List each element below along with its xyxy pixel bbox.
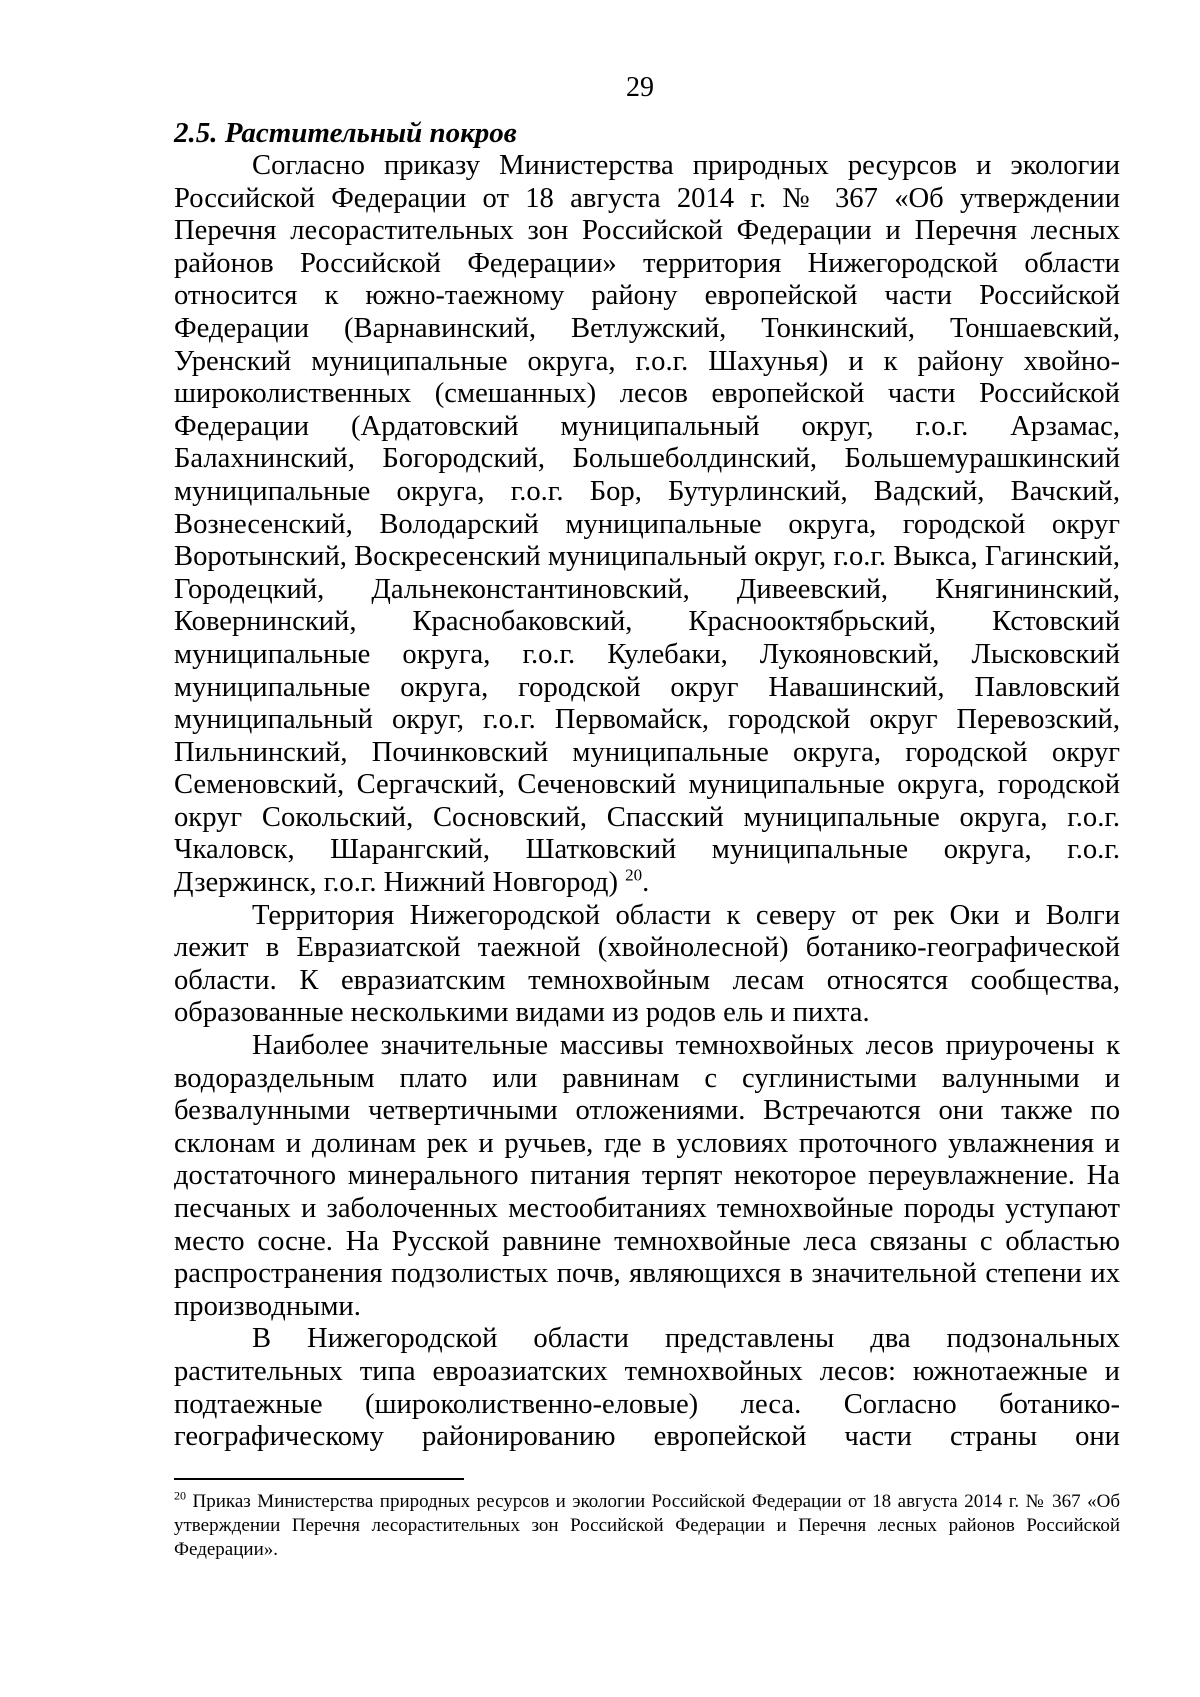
footnote-text: Приказ Министерства природных ресурсов и экологии Российской Федерации от 18 августа 2014 г. № 367 «Об утверждении Перечня лесорастительных зон Российской Федерации и Перечня лесных районов Российской Федерации».	[174, 1491, 1120, 1560]
footnote	[174, 1490, 1120, 1562]
paragraph-1	[174, 150, 1120, 900]
section-heading: 2.5. Растительный покров	[174, 117, 517, 149]
footnote-reference[interactable]: 20	[625, 865, 643, 885]
paragraph-1-end: .	[642, 867, 650, 899]
paragraph-3: Наиболее значительные массивы темнохвойных лесов приурочены к водораздельным плато или равнинам с суглинистыми валунными и безвалунными четвертичными отложениями. Встречаются они также по склонам и долинам рек и ручьев, где в условиях проточного увлажнения и достаточного минерального питания терпят некоторое переувлажнение. На песчаных и заболоченных местообитаниях темнохвойные породы уступают место сосне. На Русской равнине темнохвойные леса связаны с областью распространения подзолистых почв, являющихся в значительной степени их производными.	[174, 1030, 1120, 1322]
paragraph-4: В Нижегородской области представлены два подзональных растительных типа евроазиатских темнохвойных лесов: южнотаежные и подтаежные (широколиственно-еловые) леса. Согласно ботанико-географическому районированию европейской части страны они	[174, 1323, 1120, 1453]
paragraph-1-text: Согласно приказу Министерства природных ресурсов и экологии Российской Федерации от 18 августа 2014 г. № 367 «Об утверждении Перечня лесорастительных зон Российской Федерации и Перечня лесных районов Российской Федерации» территория Нижегородской области относится к южно-таежному району европейской части Российской Федерации (Варнавинский, Ветлужский, Тонкинский, Тоншаевский, Уренский муниципальные округа, г.о.г. Шахунья) и к району хвойно-широколиственных (смешанных) лесов европейской части Российской Федерации (Ардатовский муниципальный округ, г.о.г. Арзамас, Балахнинский, Богородский, Большеболдинский, Большемурашкинский муниципальные округа, г.о.г. Бор, Бутурлинский, Вадский, Вачский, Вознесенский, Володарский муниципальные округа, городской округ Воротынский, Воскресенский муниципальный округ, г.о.г. Выкса, Гагинский, Городецкий, Дальнеконстантиновский, Дивеевский, Княгининский, Ковернинский, Краснобаковский, Краснооктябрьский, Кстовский муниципальные округа, г.о.г. Кулебаки, Лукояновский, Лысковский муниципальные округа, городской округ Навашинский, Павловский муниципальный округ, г.о.г. Первомайск, городской округ Перевозский, Пильнинский, Починковский муниципальные округа, городской округ Семеновский, Сергачский, Сеченовский муниципальные округа, городской округ Сокольский, Сосновский, Спасский муниципальные округа, г.о.г. Чкаловск, Шарангский, Шатковский муниципальные округа, г.о.г. Дзержинск, г.о.г. Нижний Новгород)	[174, 150, 1120, 899]
page-content	[174, 116, 1120, 1454]
paragraph-2: Территория Нижегородской области к северу от рек Оки и Волги лежит в Евразиатской таежной (хвойнолесной) ботанико-географической области. К евразиатским темнохвойным лесам относятся сообщества, образованные несколькими видами из родов ель и пихта.	[174, 899, 1120, 1029]
footnote-number: 20	[174, 1488, 186, 1503]
footnote-divider	[174, 1478, 464, 1480]
page-number: 29	[626, 72, 654, 103]
